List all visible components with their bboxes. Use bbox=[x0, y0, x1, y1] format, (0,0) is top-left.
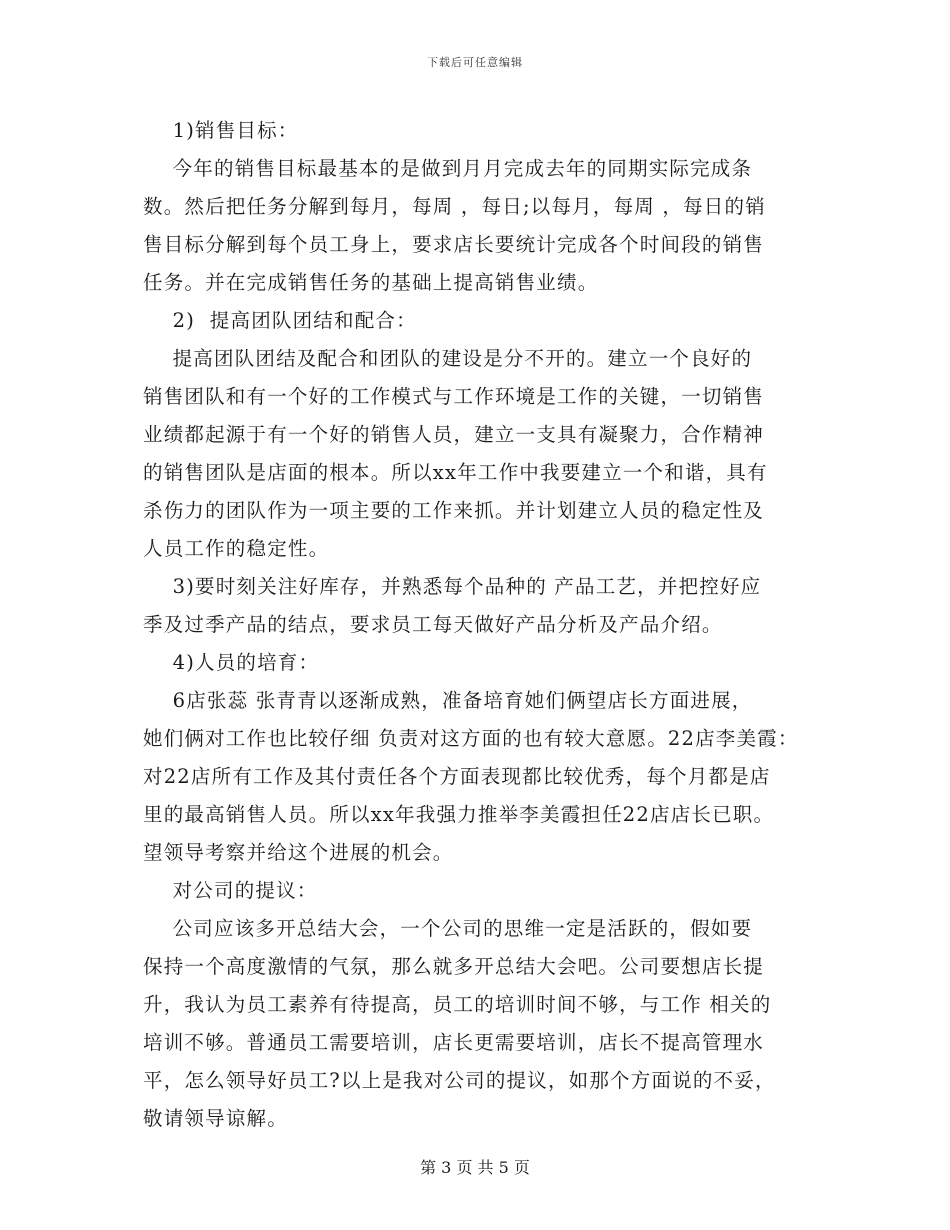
paragraph-line: 对22店所有工作及其付责任各个方面表现都比较优秀，每个月都是店 bbox=[143, 765, 771, 788]
paragraph-line: 杀伤力的团队作为一项主要的工作来抓。并计划建立人员的稳定性及 bbox=[143, 499, 765, 522]
paragraph-line: 公司应该多开总结大会，一个公司的思维一定是活跃的，假如要 bbox=[143, 917, 753, 940]
paragraph-line: 今年的销售目标最基本的是做到月月完成去年的同期实际完成条 bbox=[143, 157, 753, 180]
paragraph-line: 1)销售目标： bbox=[143, 119, 299, 142]
paragraph-line: 业绩都起源于有一个好的销售人员，建立一支具有凝聚力，合作精神 bbox=[143, 423, 765, 446]
paragraph-line: 她们俩对工作也比较仔细 负责对这方面的也有较大意愿。22店李美霞： bbox=[143, 727, 799, 750]
paragraph-line: 2) 提高团队团结和配合： bbox=[143, 309, 417, 332]
paragraph-line: 任务。并在完成销售任务的基础上提高销售业绩。 bbox=[143, 271, 599, 294]
paragraph-line: 的销售团队是店面的根本。所以xx年工作中我要建立一个和谐，具有 bbox=[143, 461, 768, 484]
document-body bbox=[143, 112, 808, 1138]
paragraph-line: 升，我认为员工素养有待提高，员工的培训时间不够，与工作 相关的 bbox=[143, 993, 772, 1016]
paragraph-line: 望领导考察并给这个进展的机会。 bbox=[143, 841, 454, 864]
paragraph-line: 里的最高销售人员。所以xx年我强力推举李美霞担任22店店长已职。 bbox=[143, 803, 775, 826]
paragraph-line: 提高团队团结及配合和团队的建设是分不开的。建立一个良好的 bbox=[143, 347, 753, 370]
paragraph-line: 6店张蕊 张青青以逐渐成熟，准备培育她们俩望店长方面进展， bbox=[143, 689, 753, 712]
paragraph-line: 销售团队和有一个好的工作模式与工作环境是工作的关键，一切销售 bbox=[143, 385, 765, 408]
paragraph-line: 敬请领导谅解。 bbox=[143, 1107, 288, 1130]
page-number: 第 3 页 共 5 页 bbox=[420, 1158, 530, 1177]
paragraph-line: 保持一个高度激情的气氛，那么就多开总结大会吧。公司要想店长提 bbox=[143, 955, 765, 978]
paragraph-line: 3)要时刻关注好库存，并熟悉每个品种的 产品工艺，并把控好应 bbox=[143, 575, 762, 598]
paragraph-line: 平，怎么领导好员工?以上是我对公司的提议，如那个方面说的不妥， bbox=[143, 1069, 776, 1092]
paragraph-line: 人员工作的稳定性。 bbox=[143, 537, 330, 560]
paragraph-line: 培训不够。普通员工需要培训，店长更需要培训，店长不提高管理水 bbox=[143, 1031, 765, 1054]
paragraph-line: 售目标分解到每个员工身上，要求店长要统计完成各个时间段的销售 bbox=[143, 233, 765, 256]
header-note: 下载后可任意编辑 bbox=[427, 56, 523, 69]
paragraph-line: 数。然后把任务分解到每月，每周 ，每日;以每月，每周 ，每日的销 bbox=[143, 195, 766, 218]
paragraph-line: 季及过季产品的结点，要求员工每天做好产品分析及产品介绍。 bbox=[143, 613, 723, 636]
paragraph-line: 对公司的提议： bbox=[143, 879, 318, 902]
paragraph-line: 4)人员的培育： bbox=[143, 651, 320, 674]
